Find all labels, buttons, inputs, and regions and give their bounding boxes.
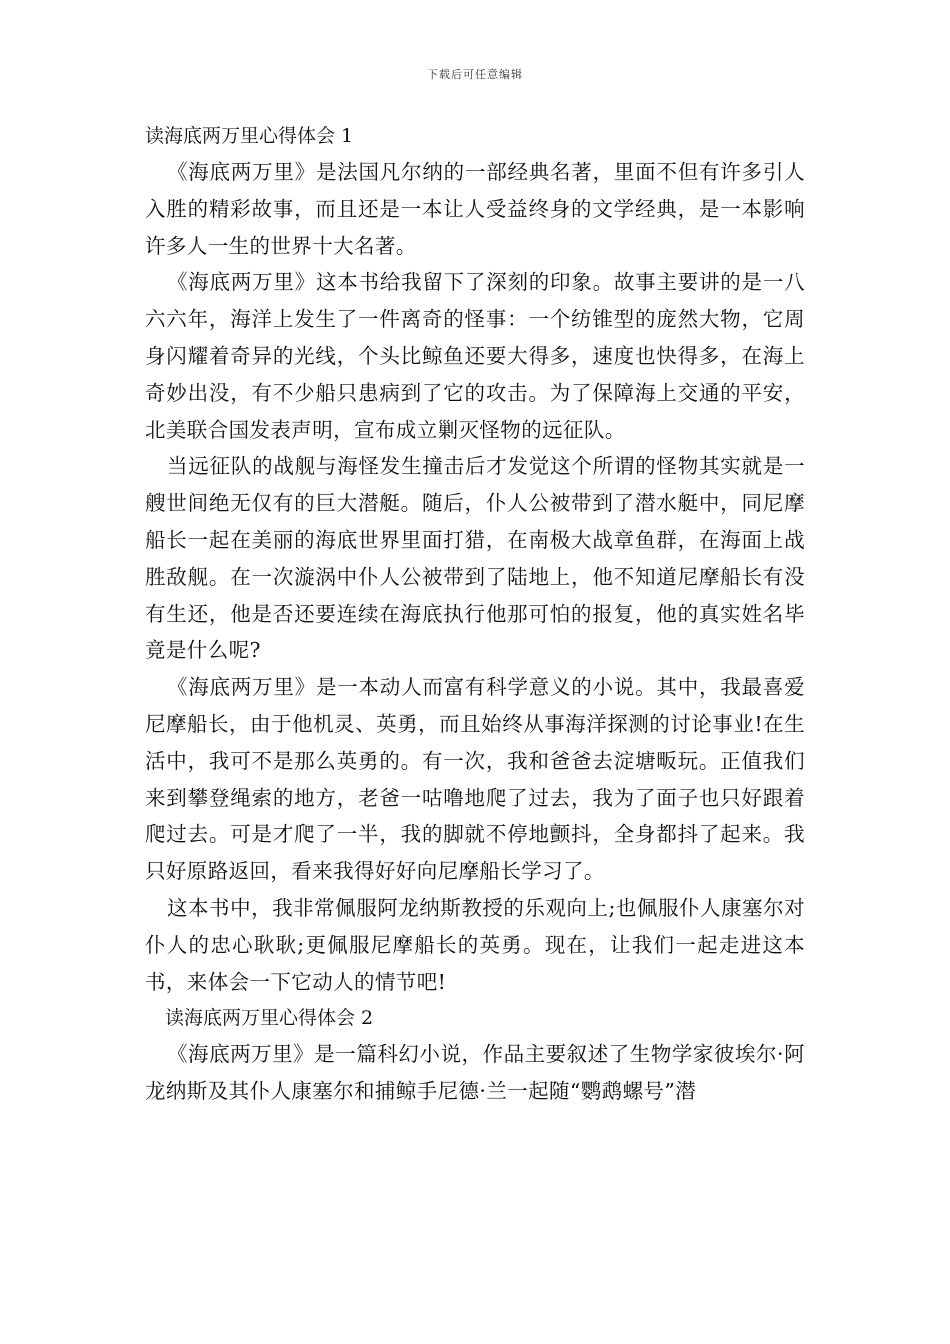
paragraph: 《海底两万里》这本书给我留下了深刻的印象。故事主要讲的是一八六六年，海洋上发生了一件离奇的怪事：一个纺锥型的庞然大物，它周身闪耀着奇异的光线，个头比鲸鱼还要大得多，速度也快得多，在海上奇妙出没，有不少船只患病到了它的攻击。为了保障海上交通的平安，北美联合国发表声明，宣布成立剿灭怪物的远征队。 (145, 270, 805, 442)
section-title: 读海底两万里心得体会 1 (145, 125, 354, 147)
document-body (145, 118, 805, 1110)
paragraph: 《海底两万里》是法国凡尔纳的一部经典名著，里面不但有许多引人入胜的精彩故事，而且还是一本让人受益终身的文学经典，是一本影响许多人一生的世界十大名著。 (145, 160, 805, 258)
paragraph: 这本书中，我非常佩服阿龙纳斯教授的乐观向上;也佩服仆人康塞尔对仆人的忠心耿耿;更佩服尼摩船长的英勇。现在，让我们一起走进这本书，来体会一下它动人的情节吧! (145, 895, 805, 994)
section-title: 读海底两万里心得体会 2 (165, 1007, 374, 1030)
paragraph: 当远征队的战舰与海怪发生撞击后才发觉这个所谓的怪物其实就是一艘世间绝无仅有的巨大潜艇。随后，仆人公被带到了潜水艇中，同尼摩船长一起在美丽的海底世界里面打猎，在南极大战章鱼群，在海面上战胜敌舰。在一次漩涡中仆人公被带到了陆地上，他不知道尼摩船长有没有生还，他是否还要连续在海底执行他那可怕的报复，他的真实姓名毕竟是什么呢? (145, 454, 805, 663)
paragraph: 《海底两万里》是一本动人而富有科学意义的小说。其中，我最喜爱尼摩船长，由于他机灵、英勇，而且始终从事海洋探测的讨论事业!在生活中，我可不是那么英勇的。有一次，我和爸爸去淀塘畈玩。正值我们来到攀登绳索的地方，老爸一咕噜地爬了过去，我为了面子也只好跟着爬过去。可是才爬了一半，我的脚就不停地颤抖，全身都抖了起来。我只好原路返回，看来我得好好向尼摩船长学习了。 (145, 675, 805, 884)
header-note: 下载后可任意编辑 (427, 68, 523, 81)
paragraph: 《海底两万里》是一篇科幻小说，作品主要叙述了生物学家彼埃尔·阿龙纳斯及其仆人康塞尔和捕鲸手尼德·兰一起随“鹦鹉螺号”潜 (145, 1042, 805, 1104)
